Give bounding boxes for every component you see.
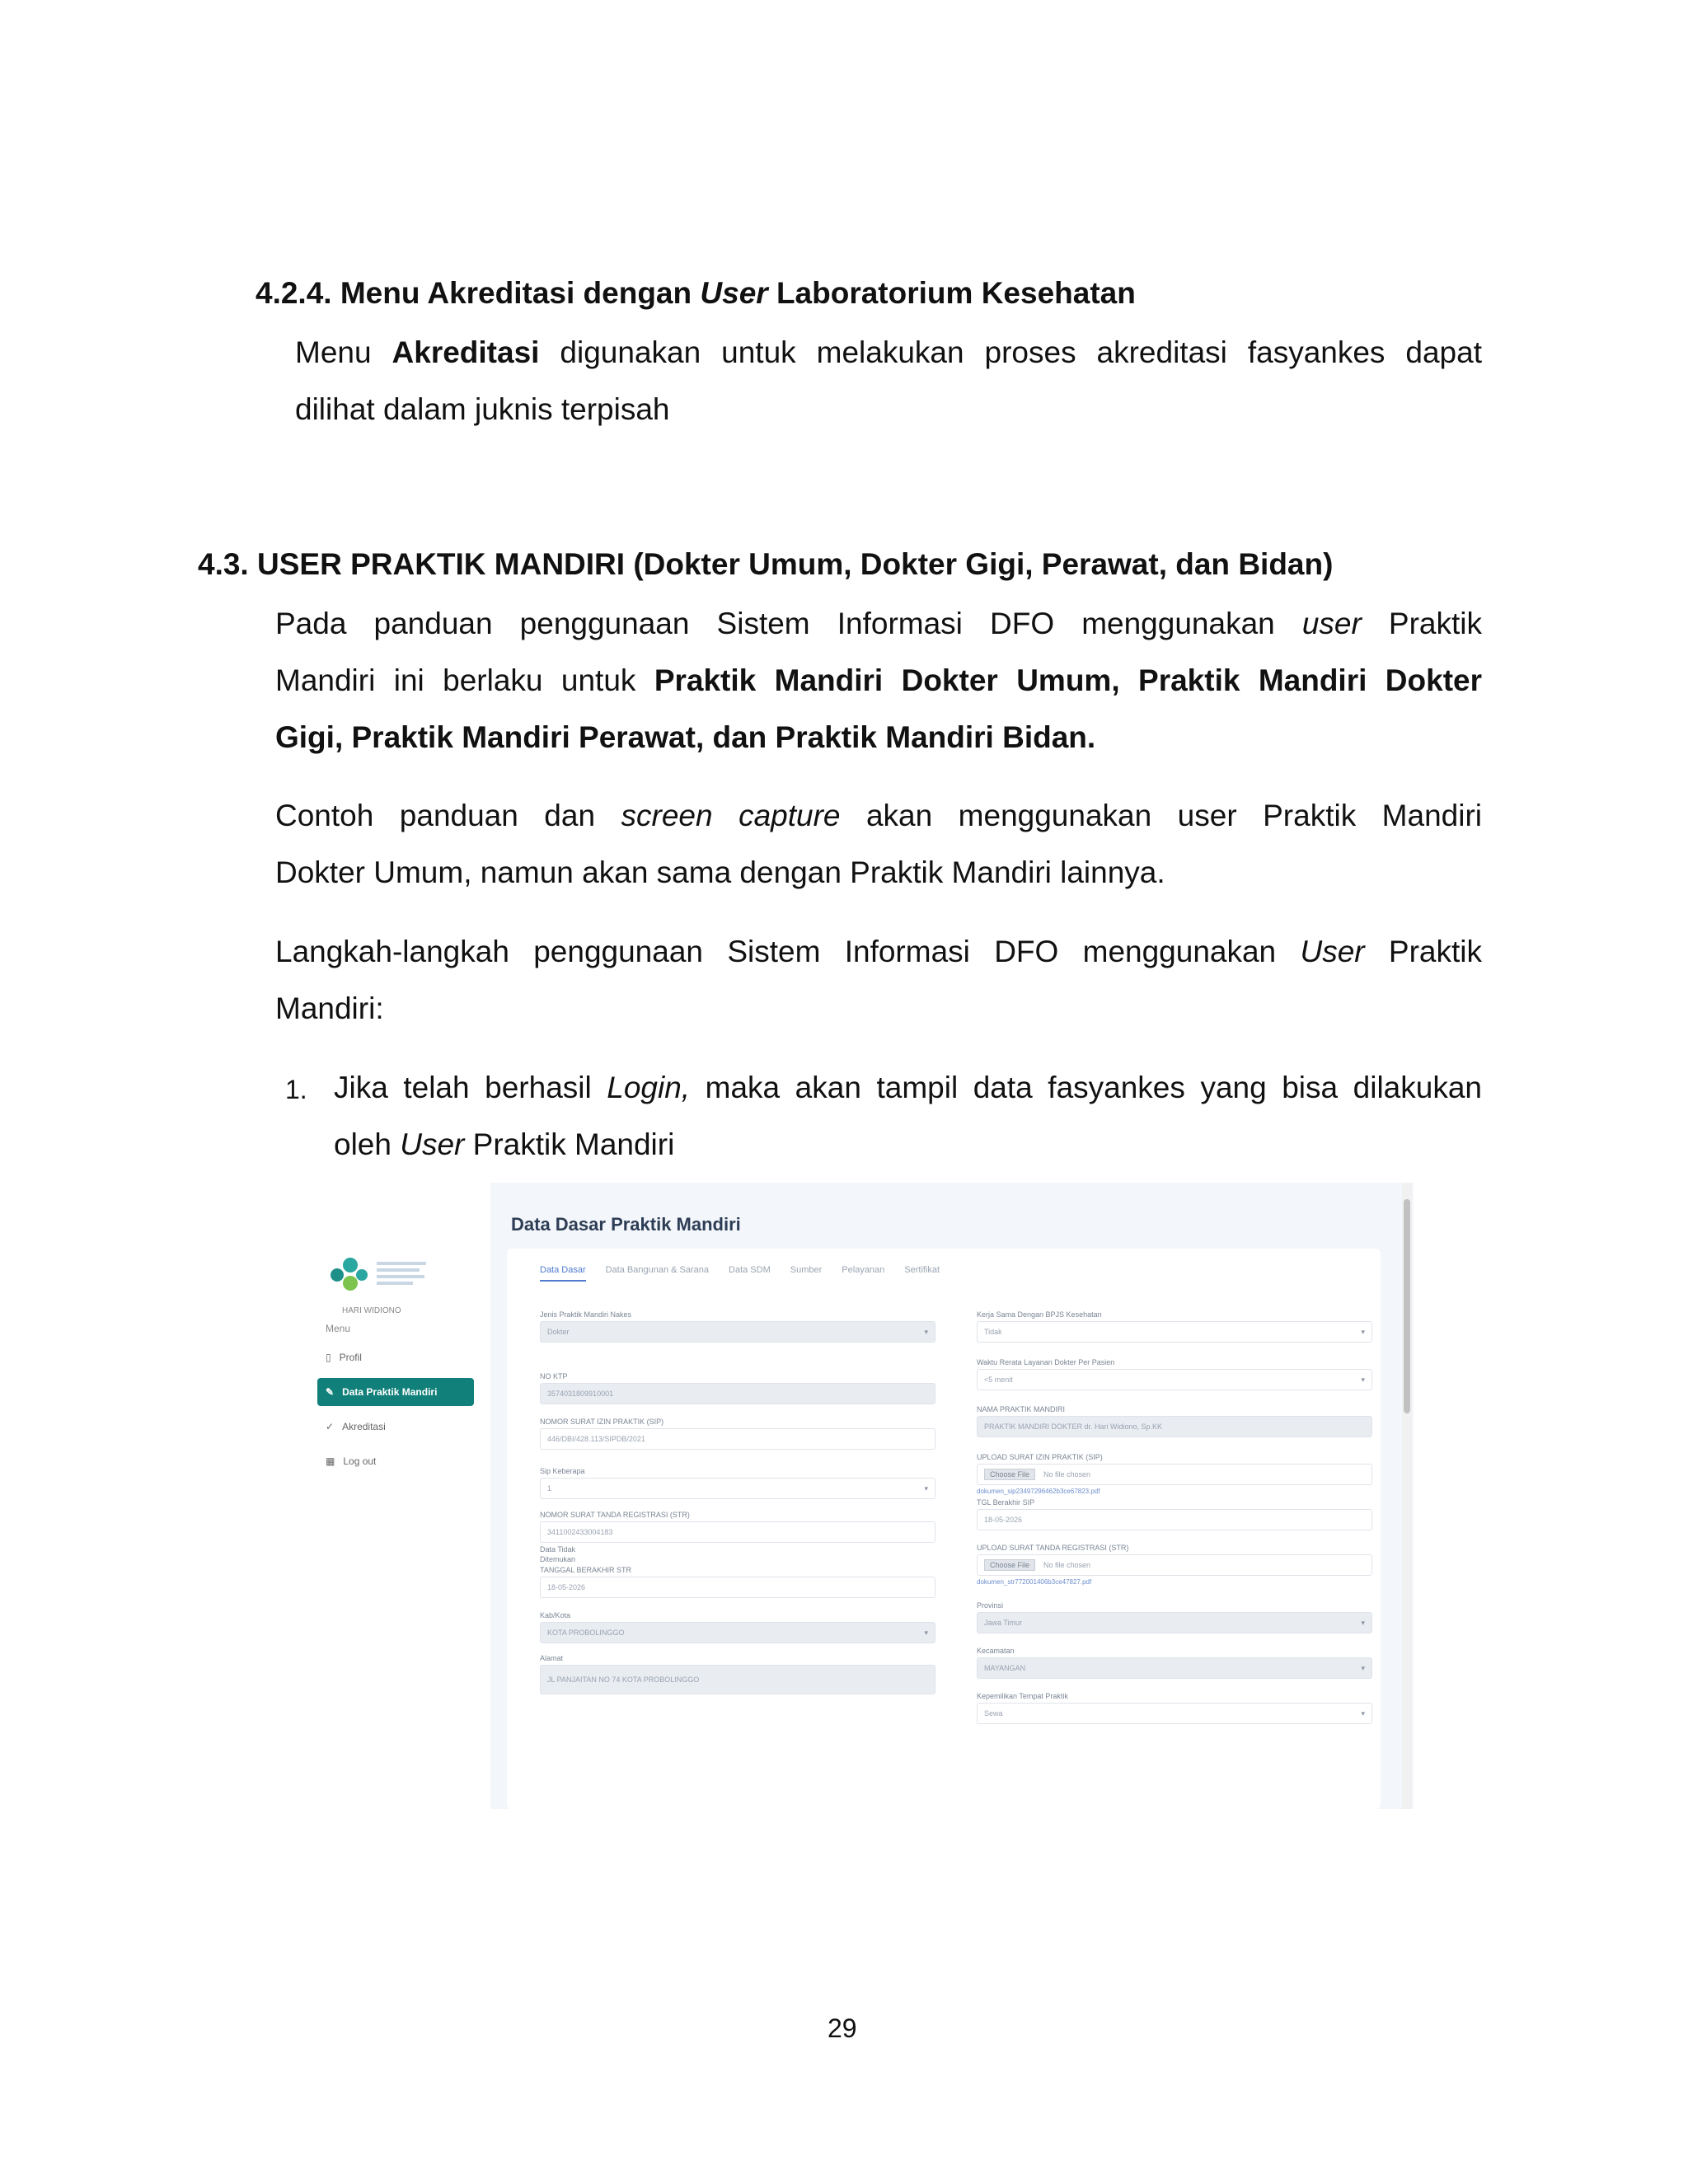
tab-data-sdm[interactable]: Data SDM	[729, 1265, 771, 1275]
tgl-str-label: TANGGAL BERAKHIR STR	[540, 1566, 632, 1574]
jenis-praktik-select[interactable]	[540, 1321, 935, 1343]
page-title: Data Dasar Praktik Mandiri	[511, 1214, 741, 1235]
menu-label: Menu	[326, 1323, 351, 1334]
section-4-3-paragraph-3: Langkah-langkah penggunaan Sistem Informasi DFO menggunakan User Praktik Mandiri:	[275, 935, 1482, 1025]
select-value: Jawa Timur	[984, 1619, 1023, 1627]
alamat-field[interactable]: JL PANJAITAN NO 74 KOTA PROBOLINGGO	[540, 1665, 935, 1694]
chevron-down-icon: ▾	[1361, 1663, 1365, 1672]
kepemilikan-select[interactable]	[977, 1703, 1372, 1724]
sip-ke-label: Sip Keberapa	[540, 1467, 585, 1475]
page-number: 29	[828, 2013, 857, 2043]
sidebar-item-akreditasi[interactable]	[317, 1413, 474, 1441]
bpjs-select[interactable]	[977, 1321, 1372, 1343]
chevron-down-icon: ▾	[924, 1327, 928, 1336]
sidebar-item-profil[interactable]	[317, 1343, 474, 1371]
tab-sertifikat[interactable]: Sertifikat	[904, 1265, 940, 1275]
tab-data-bangunan[interactable]: Data Bangunan & Sarana	[605, 1265, 710, 1275]
chevron-down-icon: ▾	[1361, 1708, 1365, 1718]
tab-data-dasar[interactable]: Data Dasar	[540, 1265, 586, 1282]
str-note-2: Ditemukan	[540, 1555, 576, 1563]
no-file-text: No file chosen	[1043, 1561, 1091, 1569]
document-icon: ▯	[326, 1352, 331, 1363]
scrollbar[interactable]	[1402, 1183, 1412, 1809]
kepemilikan-label: Kepemilikan Tempat Praktik	[977, 1692, 1068, 1700]
select-value: 1	[547, 1484, 552, 1493]
str-label: NOMOR SURAT TANDA REGISTRASI (STR)	[540, 1511, 690, 1519]
section-4-2-4-heading: 4.2.4. Menu Akreditasi dengan User Laboratorium Kesehatan	[256, 276, 1136, 310]
waktu-select[interactable]	[977, 1369, 1372, 1390]
check-icon: ✓	[326, 1421, 335, 1432]
choose-file-button[interactable]: Choose File	[984, 1469, 1035, 1480]
upload-sip-input[interactable]	[977, 1464, 1372, 1485]
sidebar-item-label: Data Praktik Mandiri	[342, 1386, 438, 1398]
chevron-down-icon: ▾	[1361, 1375, 1365, 1384]
logo-caption: HARI WIDIONO	[342, 1306, 401, 1315]
provinsi-select[interactable]	[977, 1612, 1372, 1633]
app-sidebar	[293, 1183, 490, 1809]
select-value: KOTA PROBOLINGGO	[547, 1629, 625, 1637]
select-value: MAYANGAN	[984, 1664, 1026, 1672]
tgl-sip-label: TGL Berakhir SIP	[977, 1498, 1035, 1507]
list-item-1: Jika telah berhasil Login, maka akan tampil data fasyankes yang bisa dilakukan oleh User Praktik Mandiri	[334, 1071, 1482, 1161]
chevron-down-icon: ▾	[1361, 1618, 1365, 1627]
embedded-app-screenshot	[293, 1183, 1414, 1809]
chevron-down-icon: ▾	[1361, 1327, 1365, 1336]
select-value: Tidak	[984, 1328, 1002, 1336]
upload-str-label: UPLOAD SURAT TANDA REGISTRASI (STR)	[977, 1544, 1129, 1552]
nik-label: NO KTP	[540, 1372, 568, 1380]
grid-icon: ▦	[326, 1455, 335, 1467]
sidebar-item-label: Log out	[343, 1455, 377, 1467]
sidebar-item-data-praktik-mandiri[interactable]	[317, 1378, 474, 1406]
app-main	[490, 1183, 1414, 1809]
chevron-down-icon: ▾	[924, 1483, 928, 1493]
tab-bar	[540, 1265, 940, 1282]
kab-select[interactable]	[540, 1622, 935, 1643]
sip-field[interactable]: 446/DBI/428.113/SIPDB/2021	[540, 1428, 935, 1450]
section-4-2-4-body: Menu Akreditasi digunakan untuk melakukan proses akreditasi fasyankes dapat dilihat dalam juknis terpisah	[295, 335, 1482, 426]
tgl-str-field[interactable]: 18-05-2026	[540, 1577, 935, 1598]
kecamatan-select[interactable]	[977, 1657, 1372, 1679]
select-value: Dokter	[547, 1328, 570, 1336]
upload-str-input[interactable]	[977, 1554, 1372, 1576]
sidebar-item-logout[interactable]	[317, 1447, 474, 1475]
nama-praktik-label: NAMA PRAKTIK MANDIRI	[977, 1405, 1066, 1413]
sidebar-item-label: Profil	[339, 1352, 362, 1363]
section-4-3-paragraph-1: Pada panduan penggunaan Sistem Informasi DFO menggunakan user Praktik Mandiri ini berlaku untuk Praktik Mandiri Dokter Umum, Praktik Mandiri Dokter Gigi, Praktik Mandiri Perawat, dan Praktik Mandiri Bidan.	[275, 607, 1482, 754]
chevron-down-icon: ▾	[924, 1628, 928, 1637]
upload-sip-label: UPLOAD SURAT IZIN PRAKTIK (SIP)	[977, 1453, 1103, 1461]
list-item-number: 1.	[285, 1075, 307, 1104]
kemenkes-logo-icon	[326, 1232, 441, 1315]
tab-pelayanan[interactable]: Pelayanan	[842, 1265, 885, 1275]
form-card	[507, 1249, 1381, 1809]
provinsi-label: Provinsi	[977, 1601, 1004, 1610]
jenis-praktik-label: Jenis Praktik Mandiri Nakes	[540, 1310, 632, 1319]
sip-label: NOMOR SURAT IZIN PRAKTIK (SIP)	[540, 1418, 664, 1426]
alamat-label: Alamat	[540, 1654, 564, 1662]
str-file-link[interactable]: dokumen_str772001406b3ce47827.pdf	[977, 1578, 1092, 1586]
str-note-1: Data Tidak	[540, 1545, 576, 1554]
section-4-3-heading: 4.3. USER PRAKTIK MANDIRI (Dokter Umum, Dokter Gigi, Perawat, dan Bidan)	[198, 547, 1334, 581]
section-4-3-paragraph-2: Contoh panduan dan screen capture akan menggunakan user Praktik Mandiri Dokter Umum, namun akan sama dengan Praktik Mandiri lainnya.	[275, 799, 1482, 889]
scrollbar-thumb[interactable]	[1404, 1199, 1410, 1413]
select-value: Sewa	[984, 1709, 1003, 1718]
sidebar-item-label: Akreditasi	[342, 1421, 386, 1432]
tgl-sip-field[interactable]: 18-05-2026	[977, 1509, 1372, 1530]
choose-file-button[interactable]: Choose File	[984, 1559, 1035, 1571]
waktu-label: Waktu Rerata Layanan Dokter Per Pasien	[977, 1358, 1115, 1366]
nama-praktik-field[interactable]: PRAKTIK MANDIRI DOKTER dr. Hari Widiono, Sp.KK	[977, 1416, 1372, 1437]
kab-label: Kab/Kota	[540, 1611, 571, 1619]
edit-icon: ✎	[326, 1386, 335, 1398]
sip-ke-select[interactable]	[540, 1478, 935, 1499]
bpjs-label: Kerja Sama Dengan BPJS Kesehatan	[977, 1310, 1102, 1319]
tab-sumber[interactable]: Sumber	[790, 1265, 823, 1275]
no-file-text: No file chosen	[1043, 1470, 1091, 1479]
sip-file-link[interactable]: dokumen_sip23497296462b3ce67823.pdf	[977, 1488, 1100, 1495]
nik-field[interactable]: 3574031809910001	[540, 1383, 935, 1404]
str-field[interactable]: 3411002433004183	[540, 1521, 935, 1543]
kecamatan-label: Kecamatan	[977, 1647, 1015, 1655]
select-value: <5 menit	[984, 1376, 1013, 1384]
